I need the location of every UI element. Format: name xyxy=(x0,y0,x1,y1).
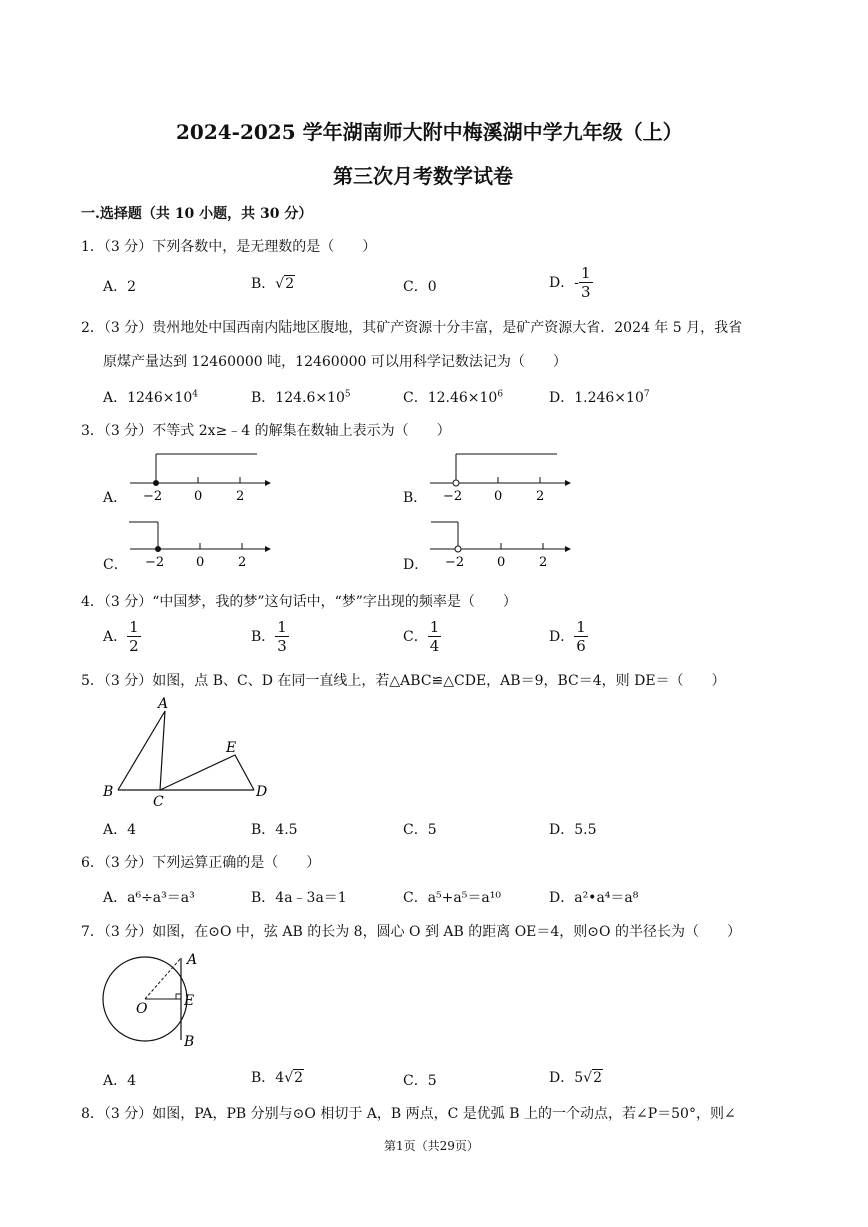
q3-option-a-label: A． xyxy=(103,490,128,506)
question-2-line2: 原煤产量达到 12460000 吨，12460000 可以用科学记数法记为（ ） xyxy=(103,354,567,370)
question-4-stem: 4．（3 分）“中国梦，我的梦”这句话中，“梦”字出现的频率是（ ） xyxy=(81,594,517,610)
point-e-label: E xyxy=(184,993,195,1009)
q5-triangle-figure xyxy=(98,694,278,810)
point-b-label: B xyxy=(103,784,114,800)
question-1-stem: 1．（3 分）下列各数中，是无理数的是（ ） xyxy=(81,239,377,255)
tick-label: 2 xyxy=(238,555,247,570)
point-a-label: A xyxy=(158,696,169,712)
q1-option-b: B．√2 xyxy=(251,276,295,292)
q1-option-d: D．- $\frac{1}{3}$ xyxy=(549,264,591,301)
question-6-stem: 6．（3 分）下列运算正确的是（ ） xyxy=(81,855,321,871)
page-footer: 第1页（共29页） xyxy=(384,1139,479,1153)
q6-option-c: C．a⁵+a⁵＝a¹⁰ xyxy=(403,890,501,906)
q1-option-a: A．2 xyxy=(103,279,137,295)
question-5-stem: 5．（3 分）如图，点 B、C、D 在同一直线上，若△ABC≌△CDE，AB＝9，BC＝4，则 DE＝（ ） xyxy=(81,673,726,689)
q2-option-c: C．$12.46\times 10^6$ xyxy=(403,389,504,406)
q5-option-a: A．4 xyxy=(103,822,137,838)
q2-option-d: D．$1.246\times 10^7$ xyxy=(549,389,650,406)
point-b-label: B xyxy=(184,1034,195,1050)
q3-number-line-c xyxy=(125,516,275,572)
q3-number-line-d xyxy=(425,516,575,572)
q3-number-line-b xyxy=(425,450,575,506)
tick-label: 0 xyxy=(196,555,205,570)
q3-option-c-label: C． xyxy=(103,557,128,573)
question-2-line1: 2．（3 分）贵州地处中国西南内陆地区腹地，其矿产资源十分丰富，是矿产资源大省．2024 年 5 月，我省 xyxy=(81,320,743,336)
q6-option-b: B．4a﹣3a＝1 xyxy=(251,890,347,906)
point-o-label: O xyxy=(136,1001,148,1017)
q3-option-d-label: D． xyxy=(403,557,429,573)
q5-option-d: D．5.5 xyxy=(549,822,597,838)
tick-label: 2 xyxy=(236,489,245,504)
question-7-stem: 7．（3 分）如图，在⊙O 中，弦 AB 的长为 8，圆心 O 到 AB 的距离 OE＝4，则⊙O 的半径长为（ ） xyxy=(81,924,741,940)
tick-label: 0 xyxy=(497,555,506,570)
question-8-stem: 8．（3 分）如图，PA，PB 分别与⊙O 相切于 A，B 两点，C 是优弧 B 上的一个动点，若∠P＝50°，则∠ xyxy=(81,1106,736,1122)
tick-label: −2 xyxy=(145,555,165,570)
q6-option-a: A．a⁶÷a³＝a³ xyxy=(103,890,195,906)
point-d-label: D xyxy=(256,784,268,800)
q7-option-a: A．4 xyxy=(103,1073,137,1089)
point-c-label: C xyxy=(153,794,164,810)
q4-option-b: B． $\frac{1}{3}$ xyxy=(251,618,287,655)
page-title-line1: 2024-2025 学年湖南师大附中梅溪湖中学九年级（上） xyxy=(176,120,683,144)
q4-option-c: C． $\frac{1}{4}$ xyxy=(403,618,440,655)
tick-label: −2 xyxy=(443,489,463,504)
tick-label: 0 xyxy=(194,489,203,504)
q2-option-a: A．$1246\times 10^4$ xyxy=(103,389,199,406)
q7-option-b: B．4√2 xyxy=(251,1070,304,1086)
q7-option-d: D．5√2 xyxy=(549,1070,602,1086)
q2-option-b: B．$124.6\times 10^5$ xyxy=(251,389,351,406)
q4-option-a: A． $\frac{1}{2}$ xyxy=(103,618,139,655)
section-heading: 一.选择题（共 10 小题，共 30 分） xyxy=(81,206,313,222)
q4-option-d: D． $\frac{1}{6}$ xyxy=(549,618,586,655)
q1-option-c: C．0 xyxy=(403,279,437,295)
q3-option-b-label: B． xyxy=(403,490,428,506)
page-title-line2: 第三次月考数学试卷 xyxy=(333,164,513,188)
q5-option-b: B．4.5 xyxy=(251,822,298,838)
q5-option-c: C．5 xyxy=(403,822,437,838)
point-e-label: E xyxy=(226,740,237,756)
q6-option-d: D．a²•a⁴＝a⁸ xyxy=(549,890,639,906)
tick-label: 0 xyxy=(494,489,503,504)
q3-number-line-a xyxy=(125,450,275,506)
q7-circle-figure xyxy=(98,946,218,1054)
tick-label: 2 xyxy=(536,489,545,504)
q7-option-c: C．5 xyxy=(403,1073,437,1089)
point-a-label: A xyxy=(187,952,198,968)
tick-label: −2 xyxy=(143,489,163,504)
question-3-stem: 3．（3 分）不等式 2x≥﹣4 的解集在数轴上表示为（ ） xyxy=(81,423,451,439)
tick-label: −2 xyxy=(445,555,465,570)
tick-label: 2 xyxy=(539,555,548,570)
